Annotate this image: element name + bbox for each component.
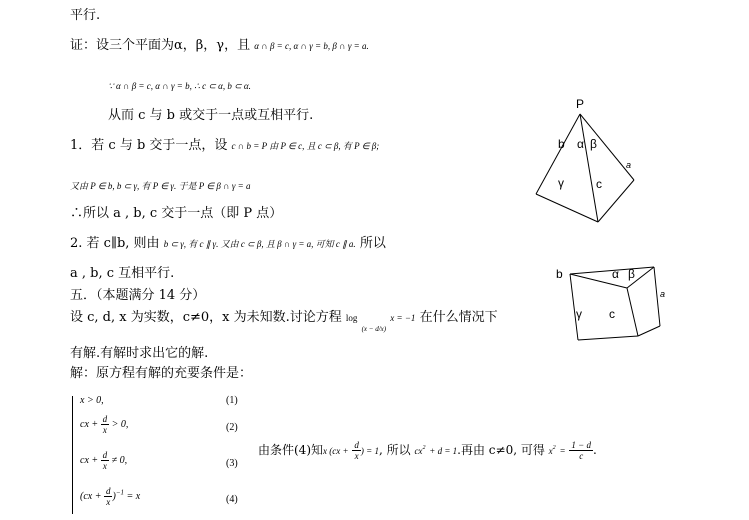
equation-2	[80, 414, 128, 435]
equation-4	[80, 486, 140, 507]
label-alpha: α	[612, 267, 619, 281]
math-line: 又由 P ∈ b, b ⊂ γ, 有 P ∈ γ. 于是 P ∈ β ∩ γ = a	[70, 181, 251, 191]
conclusion-math: ) = 1	[360, 446, 379, 456]
case-two-text: 2. 若 c∥b, 则由	[70, 236, 160, 251]
numerator: d	[354, 440, 359, 450]
problem-tail: 在什么情况下	[419, 310, 498, 325]
text-line: 平行.	[70, 8, 101, 23]
proof-intro: 证：设三个平面为α，β，γ，且	[70, 38, 251, 53]
system-brace	[72, 396, 74, 514]
numerator: 1 − d	[571, 440, 591, 450]
equation-number: (4)	[226, 494, 238, 505]
log-equation: x = −1	[390, 313, 416, 323]
label-alpha: α	[577, 137, 584, 151]
tetrahedron-figure	[530, 96, 640, 226]
equation-number: (3)	[226, 458, 238, 469]
eq-part: > 0,	[111, 418, 129, 430]
fraction	[569, 440, 593, 461]
denominator: c	[579, 451, 584, 461]
edge	[580, 114, 634, 180]
conclusion-math: =	[559, 446, 566, 456]
edge	[580, 114, 598, 222]
denominator: x	[106, 497, 111, 507]
label-beta: β	[628, 267, 635, 281]
log-label: log	[345, 313, 358, 323]
conclusion-math: cx	[414, 446, 423, 456]
label-a: a	[626, 160, 632, 170]
label-b: b	[558, 137, 565, 151]
prism-figure	[552, 262, 672, 346]
conclusion-text: , 所以	[378, 443, 411, 457]
case-one-text: 1．若 c 与 b 交于一点，设	[70, 138, 228, 153]
label-gamma: γ	[576, 307, 582, 321]
case-two-math: b ⊂ γ, 有 c ∥ γ. 又由 c ⊂ β, 且 β ∩ γ = a, 可知 c ∥ a.	[163, 239, 356, 249]
fraction	[352, 440, 361, 461]
fraction	[101, 414, 110, 435]
label-a: a	[660, 289, 666, 299]
label-beta: β	[590, 137, 597, 151]
text-line: a , b, c 互相平行.	[70, 266, 175, 281]
edge	[536, 194, 598, 222]
equation-3	[80, 450, 127, 471]
denominator: x	[102, 425, 107, 435]
label-c: c	[609, 307, 615, 321]
conclusion-math: x (cx +	[323, 446, 349, 456]
exponent: 2	[422, 445, 426, 451]
eq-part: )	[112, 490, 116, 502]
case-two-line	[70, 236, 386, 252]
label-P: P	[576, 97, 585, 111]
math-line: ∵ α ∩ β = c, α ∩ γ = b, ∴ c ⊂ α, b ⊂ α.	[108, 81, 251, 91]
edge	[598, 180, 634, 222]
case-two-tail: 所以	[359, 236, 386, 251]
eq-part: ≠ 0,	[111, 454, 128, 466]
exponent: −1	[115, 488, 125, 497]
eq-part: = x	[126, 490, 141, 502]
proof-math: α ∩ β = c, α ∩ γ = b, β ∩ γ = a.	[254, 41, 369, 51]
conclusion-math: x	[548, 446, 553, 456]
conclusion-line	[258, 440, 597, 461]
problem-statement	[70, 310, 498, 333]
section-heading: 五．（本题满分 14 分）	[70, 288, 206, 303]
denominator: x	[102, 461, 107, 471]
edge	[578, 336, 638, 340]
label-c: c	[596, 177, 602, 191]
text-line: ∴所以 a , b, c 交于一点（即 P 点）	[70, 206, 283, 221]
proof-line	[70, 38, 369, 54]
text-line: 有解.有解时求出它的解.	[70, 346, 209, 361]
conclusion-math: + d = 1	[429, 446, 458, 456]
case-one-line	[70, 138, 379, 154]
conclusion-text: 由条件(4)知	[258, 443, 323, 457]
solution-heading: 解：原方程有解的充要条件是：	[70, 366, 253, 381]
eq-part: cx +	[80, 418, 99, 430]
log-base: (x − d/x)	[361, 325, 387, 333]
text-line: 从而 c 与 b 或交于一点或互相平行.	[108, 108, 314, 123]
exponent: 2	[552, 445, 556, 451]
eq-part: (cx +	[80, 490, 102, 502]
conclusion-text: .	[592, 443, 597, 457]
equation-number: (1)	[226, 395, 238, 406]
edge	[627, 288, 638, 336]
edge	[638, 326, 660, 336]
equation-number: (2)	[226, 422, 238, 433]
label-b: b	[556, 267, 563, 281]
problem-text: 设 c, d, x 为实数，c≠0，x 为未知数.讨论方程	[70, 310, 342, 325]
denominator: x	[354, 451, 359, 461]
conclusion-text: .再由 c≠0, 可得	[457, 443, 545, 457]
equation-1: x > 0,	[80, 395, 104, 406]
label-gamma: γ	[558, 176, 564, 190]
numerator: d	[105, 486, 111, 496]
numerator: d	[102, 414, 108, 424]
fraction	[101, 450, 110, 471]
numerator: d	[102, 450, 108, 460]
case-one-math: c ∩ b = P 由 P ∈ c, 且 c ⊂ β, 有 P ∈ β;	[231, 141, 380, 151]
eq-part: cx +	[80, 454, 99, 466]
